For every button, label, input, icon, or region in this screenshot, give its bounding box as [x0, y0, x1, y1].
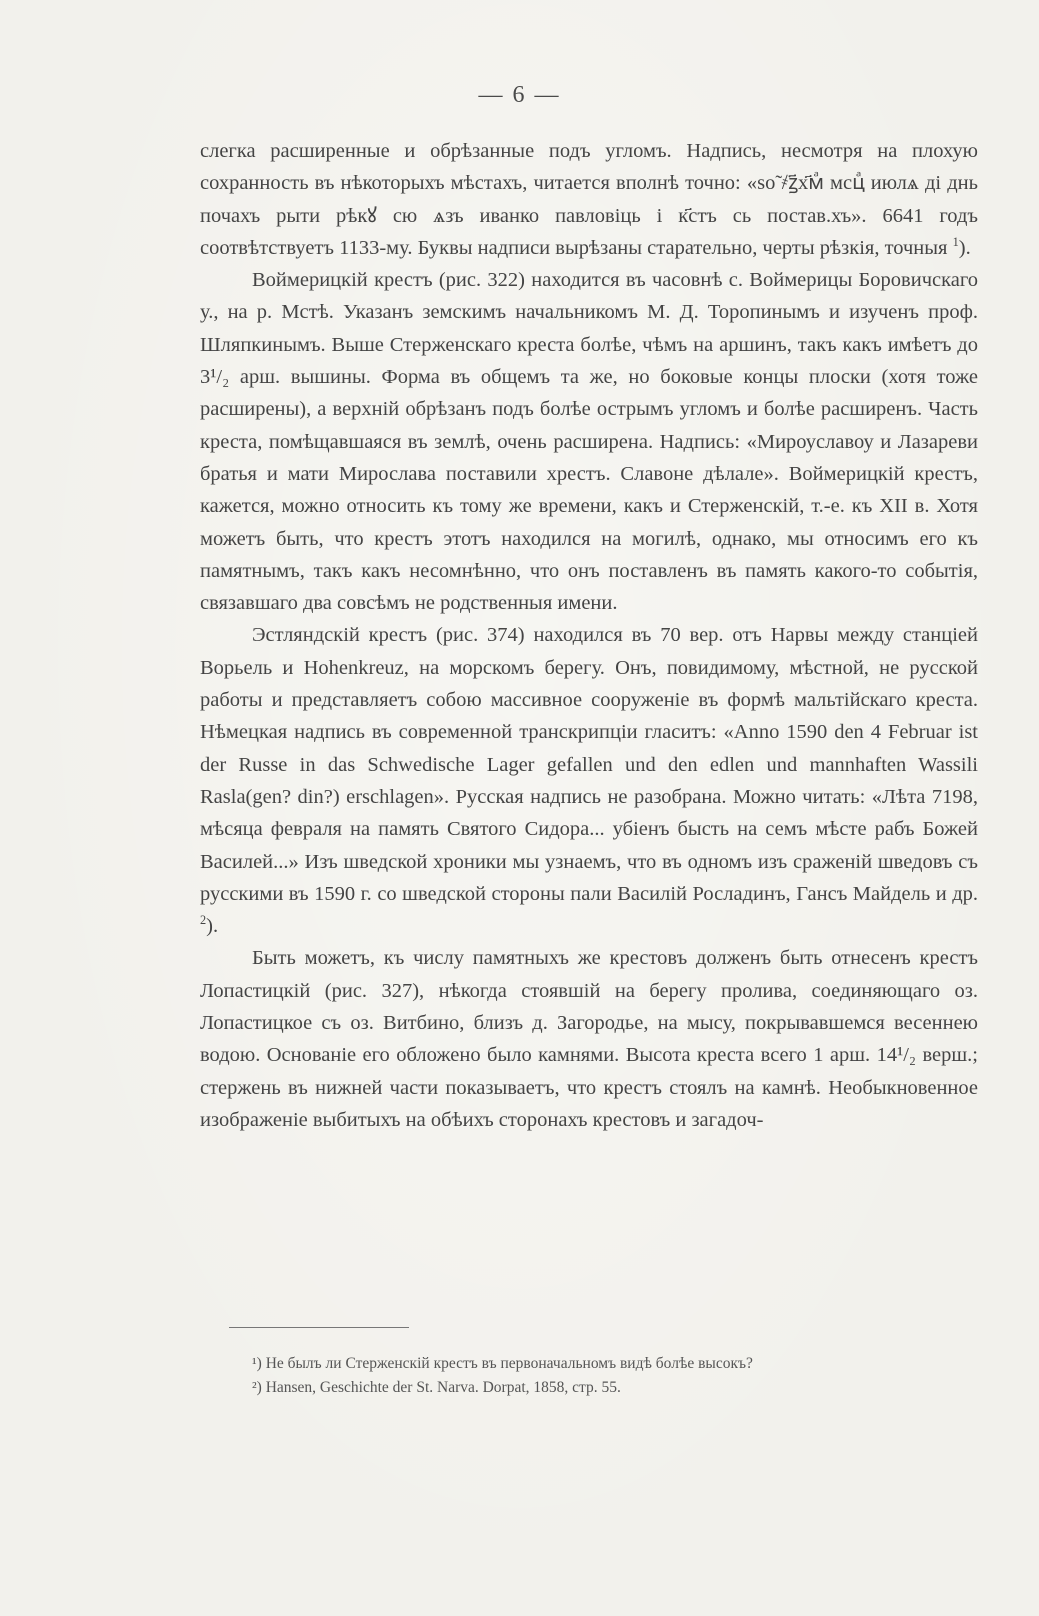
- main-text: [200, 135, 978, 1136]
- page-number: — 6 —: [478, 82, 561, 108]
- footnotes: [200, 1352, 978, 1400]
- paragraph-text: Быть можетъ, къ числу памятныхъ же крестовъ долженъ быть отнесенъ крестъ Лопастицкiй (рис. 327), нѣкогда стоявшiй на берегу пролива, соединяющаго оз. Лопастицкое съ оз. Витбино, близъ д. Загородье, на мысу, покрывавшемся весеннею водою. Основанiе его обложено было камнями. Высота креста всего 1 арш. 14¹/₂ верш.; стержень въ нижней части показываетъ, что крестъ стоялъ на камнѣ. Необыкновенное изображенiе выбитыхъ на обѣихъ сторонахъ крестовъ и загадоч-: [200, 947, 978, 1131]
- paragraph-tail: ).: [958, 236, 971, 259]
- footnote-ref: 1: [952, 235, 959, 250]
- paragraph-tail: ).: [206, 915, 219, 938]
- footnote-text: Hansen, Geschichte der St. Narva. Dorpat, 1858, стр. 55.: [265, 1379, 621, 1396]
- footnote-1: [200, 1352, 978, 1376]
- paragraph-4: [200, 942, 978, 1136]
- paragraph-2: [200, 264, 978, 619]
- paragraph-text: Эстляндскiй крестъ (рис. 374) находился въ 70 вер. отъ Нарвы между станцiей Ворьель и Hohenkreuz, на морскомъ берегу. Онъ, повидимому, мѣстной, не русской работы и представляетъ собою массивное сооруженiе въ формѣ мальтiйскаго креста. Нѣмецкая надпись въ современной транскрипцiи гласитъ: «Anno 1590 den 4 Februar ist der Russe in das Schwedische Lager gefallen und den edlen und mannhaften Wassili Rasla(gen? din?) erschlagen». Русская надпись не разобрана. Можно читать: «Лѣта 7198, мѣсяца февраля на память Святого Сидора... убiенъ бысть на семъ мѣсте рабъ Божей Василей...» Изъ шведской хроники мы узнаемъ, что въ одномъ изъ сраженiй шведовъ съ русскими въ 1590 г. со шведской стороны пали Василiй Росладинъ, Гансъ Майдель и др.: [200, 624, 978, 905]
- paragraph-text: слегка расширенные и обрѣзанные подъ угломъ. Надпись, несмотря на плохую сохранность въ нѣкоторыхъ мѣстахъ, читается вполнѣ точно: «ѕо̃ ҂ꙁ҃х҃мⷶ мсцⷶ июлѧ ді днь почахъ рыти рѣкꙋ сю ѧзъ иванко павловiць i к҃стъ сь постав.хъ». 6641 годъ соотвѣтствуетъ 1133-му. Буквы надписи вырѣзаны старательно, черты рѣзкiя, точныя: [200, 140, 978, 259]
- footnote-2: [200, 1376, 978, 1400]
- paragraph-text: Воймерицкiй крестъ (рис. 322) находится въ часовнѣ с. Воймерицы Боровичскаго у., на р. Мстѣ. Указанъ земскимъ начальникомъ М. Д. Торопинымъ и изученъ проф. Шляпкинымъ. Выше Стерженскаго креста болѣе, чѣмъ на аршинъ, такъ какъ имѣетъ до 3¹/₂ арш. вышины. Форма въ общемъ та же, но боковые концы плоски (хотя тоже расширены), а верхнiй обрѣзанъ подъ болѣе острымъ угломъ и болѣе расширенъ. Часть креста, помѣщавшаяся въ землѣ, очень расширена. Надпись: «Мироуславоу и Лазареви братья и мати Мирослава поставили хрестъ. Славоне дѣлале». Воймерицкiй крестъ, кажется, можно относить къ тому же времени, какъ и Стерженскiй, т.-е. къ XII в. Хотя можетъ быть, что крестъ этотъ находился на могилѣ, однако, мы относимъ его къ памятнымъ, такъ какъ несомнѣнно, что онъ поставленъ въ память какого-то событiя, связавшаго два совсѣмъ не родственныя имени.: [200, 269, 978, 615]
- footnote-mark: ²): [252, 1379, 262, 1396]
- footnote-ref: 2: [200, 913, 207, 928]
- footnote-divider: [229, 1327, 409, 1328]
- footnote-text: Не былъ ли Стерженскiй крестъ въ первоначальномъ видѣ болѣе высокъ?: [265, 1355, 753, 1372]
- paragraph-1: [200, 135, 978, 264]
- footnote-mark: ¹): [252, 1355, 262, 1372]
- paragraph-3: [200, 619, 978, 942]
